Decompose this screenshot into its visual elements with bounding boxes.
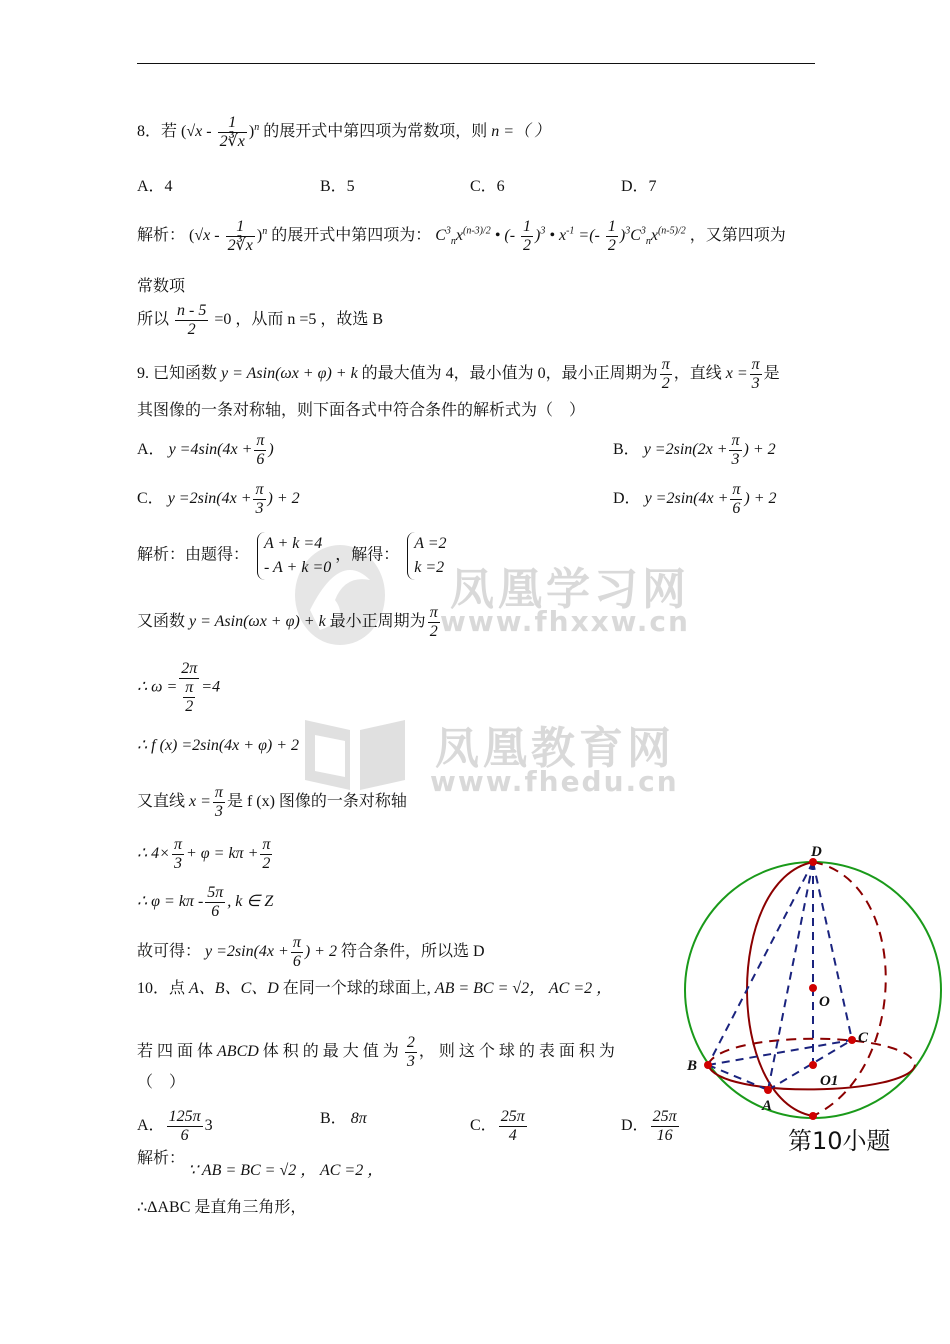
q9-option-c: C． y =2sin(4x + $\frac{\pi}{3}$ ) + 2 (137, 481, 300, 517)
q8-option-d: D．7 (621, 178, 657, 195)
figure-caption: 第10小题 (788, 1127, 891, 1155)
label-a: A (762, 1098, 773, 1114)
q8-option-b: B．5 (320, 178, 355, 195)
fhedu-logo-icon (300, 715, 410, 795)
point-o (809, 984, 817, 992)
q9-stem-line2: 其图像的一条对称轴，则下面各式中符合条件的解析式为（ ） (137, 402, 586, 419)
q8-option-a: A．4 (137, 178, 173, 195)
q8-solution-line2: 常数项 (137, 278, 186, 295)
q9-solution-system: 解析：由题得： A + k =4 - A + k =0 ，解得： A =2 k =2 (137, 532, 447, 580)
q9-solution-line3: ∴ ω = $\frac{2\pi}{\frac{\pi}{2}}$ =4 (137, 660, 221, 715)
q8-stem-fraction: $\frac{1}{2∛x}$ (219, 114, 245, 150)
q10-option-a: A． $\frac{125\pi}{6}$ 3 (137, 1108, 213, 1144)
edge-dc (813, 862, 852, 1040)
watermark-fhedu-url: www.fhedu.cn (430, 765, 679, 798)
q10-stem-line1: 10．点 A、B、C、D 在同一个球的球面上, AB = BC = √2， AC =2 ， (137, 980, 613, 997)
q10-stem-line3: （ ） (137, 1074, 186, 1091)
watermark-fhxxw-name: 凤凰学习网 (450, 564, 690, 615)
q10-solution-line2: ∴ΔABC 是直角三角形， (137, 1199, 307, 1216)
watermark-fhxxw-url: www.fhxxw.cn (440, 605, 690, 638)
point-o1 (809, 1061, 817, 1069)
q9-solution-line2: 又函数 y = Asin(ωx + φ) + k 最小正周期为 $\frac{\pi}{2}$ (137, 604, 438, 640)
q9-system-2: A =2 k =2 (407, 532, 446, 580)
q9-option-d: D． y =2sin(4x + $\frac{\pi}{6}$ ) + 2 (613, 481, 777, 517)
label-d: D (811, 844, 822, 860)
edge-db (708, 862, 813, 1065)
q9-system-1: A + k =4 - A + k =0 (257, 532, 331, 580)
label-c: C (858, 1030, 869, 1046)
point-b (704, 1061, 712, 1069)
q10-option-c: C． $\frac{25\pi}{4}$ (470, 1108, 525, 1144)
q10-option-d: D． $\frac{25\pi}{16}$ (621, 1108, 677, 1144)
q10-stem-line2: 若 四 面 体 ABCD 体 积 的 最 大 值 为 $\frac{2}{3}$ ， 则 这 个 球 的 表 面 积 为 (137, 1034, 615, 1070)
label-o1: O1 (820, 1073, 839, 1089)
watermark-fhedu-name: 凤凰教育网 (435, 723, 675, 774)
great-circle-front (747, 862, 813, 1116)
q9-solution-line7: ∴ φ = kπ - $\frac{5\pi}{6}$ , k ∈ Z (137, 884, 274, 920)
q8-option-c: C．6 (470, 178, 505, 195)
q8-solution: 解析： (√x - $\frac{1}{2∛x}$ )$^n$ 的展开式中第四项为： $C^3_nx^{(n-3)/2}$ • (- $\frac{1}{2}$ )$^3$ • $x^{-1}$ =(- $\frac{1}{2}$ )$^3C^3_nx^{(n-5)/2}$ ，又第四项为 (137, 218, 786, 254)
q9-solution-line5: 又直线 x = $\frac{\pi}{3}$ 是 f (x) 图像的一条对称轴 (137, 784, 407, 820)
q9-stem-line1: 9. 已知函数 y = Asin(ωx + φ) + k 的最大值为 4，最小值为 0，最小正周期为 $\frac{\pi}{2}$ ，直线 x = $\frac{\pi}{3}$ 是 (137, 356, 780, 392)
q10-option-b: B． 8π (320, 1110, 367, 1127)
sphere-figure (680, 840, 945, 1130)
q8-stem: 8．若 (√x - $\frac{1}{2∛x}$ )$^n$ 的展开式中第四项为常数项，则 n =（ ） (137, 114, 551, 150)
point-c (848, 1036, 856, 1044)
q9-option-a: A． y =4sin(4x + $\frac{\pi}{6}$ ) (137, 432, 274, 468)
header-rule (137, 63, 815, 64)
point-a (764, 1086, 772, 1094)
q9-solution-line4: ∴ f (x) =2sin(4x + φ) + 2 (137, 737, 300, 754)
small-circle-back (708, 1039, 915, 1065)
edge-da (768, 862, 813, 1090)
label-b: B (687, 1058, 698, 1074)
q10-solution-line1: 解析： (137, 1150, 186, 1167)
q9-solution-line8: 故可得： y =2sin(4x + $\frac{\pi}{6}$ ) + 2 符合条件，所以选 D (137, 934, 485, 970)
q9-option-b: B． y =2sin(2x + $\frac{\pi}{3}$ ) + 2 (613, 432, 776, 468)
label-o: O (819, 994, 830, 1010)
q10-solution-line1-expr: ∵ AB = BC = √2 ， AC =2 ， (188, 1162, 384, 1179)
q8-solution-line3: 所以 $\frac{n - 5}{2}$ =0 ，从而 n =5 ，故选 B (137, 302, 384, 338)
point-bottom (809, 1112, 817, 1120)
q9-solution-line6: ∴ 4× $\frac{\pi}{3}$ + φ = kπ + $\frac{\pi}{2}$ (137, 836, 271, 872)
